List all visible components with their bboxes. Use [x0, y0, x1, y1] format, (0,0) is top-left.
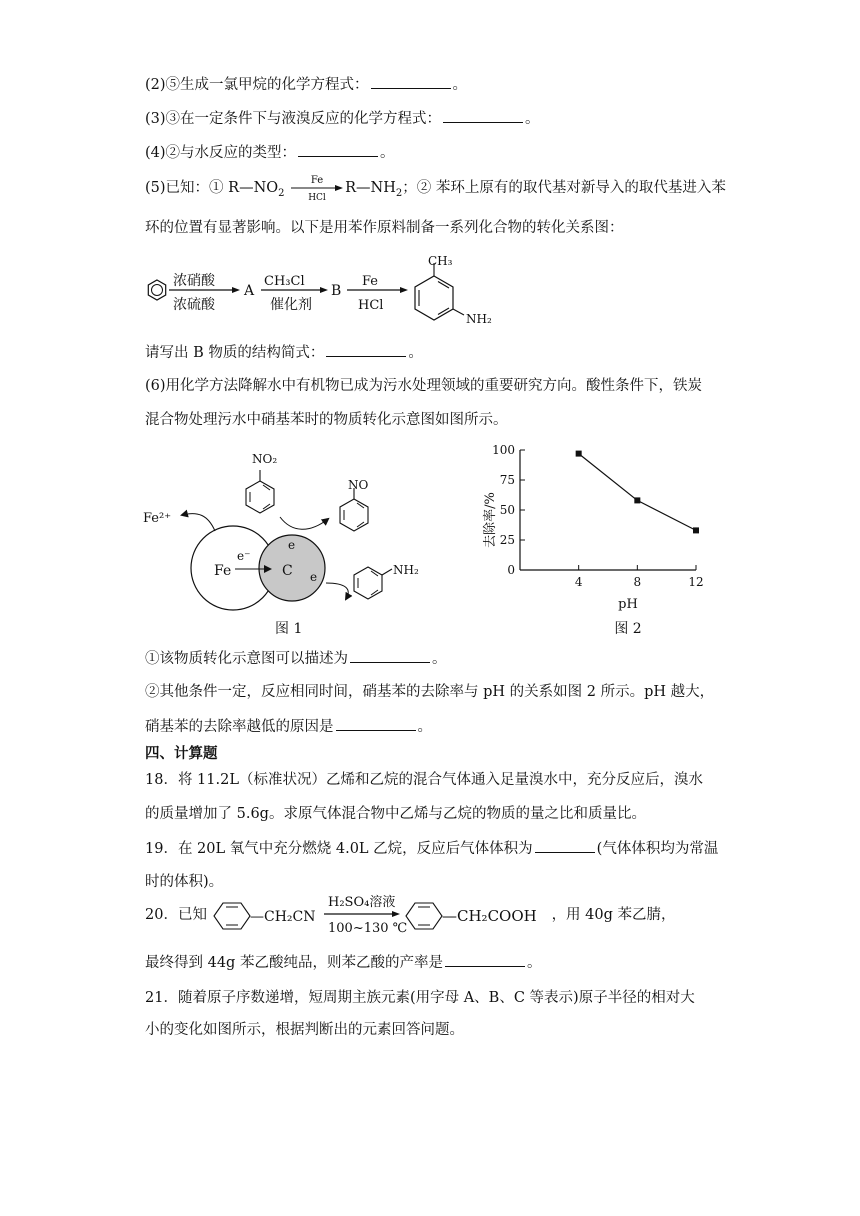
- x-tick-label: 4: [574, 575, 583, 589]
- c-label: C: [282, 563, 293, 579]
- question-18-line1: [145, 770, 703, 790]
- q6-sub2-line2: 硝基苯的去除率越低的原因是: [145, 719, 334, 735]
- q19-line1b: (气体体积均为常温: [596, 841, 719, 857]
- section-4-title: 四、计算题: [145, 745, 218, 762]
- q6-sub1: ①该物质转化示意图可以描述为: [145, 651, 348, 667]
- q19-line2: 时的体积)。: [145, 874, 224, 890]
- answer-blank[interactable]: [336, 716, 416, 731]
- q19-line1a: 19．在 20L 氧气中充分燃烧 4.0L 乙烷，反应后气体体积为: [145, 841, 533, 857]
- q4-end: 。: [380, 145, 395, 161]
- subscript: 2: [278, 187, 285, 199]
- step3-top: Fe: [362, 274, 379, 289]
- rxn-top: Fe: [310, 175, 324, 186]
- step3-bottom: HCl: [358, 298, 384, 313]
- q6-sub2-end: 。: [417, 719, 432, 735]
- product-nh2: NH₂: [466, 312, 492, 326]
- electron-1: e: [288, 538, 296, 552]
- step2-top: CH₃Cl: [264, 274, 305, 289]
- figure-1-caption: 图 1: [275, 621, 303, 637]
- series-line: [579, 454, 696, 531]
- synthesis-scheme: [140, 252, 510, 332]
- q6-line1: (6)用化学方法降解水中有机物已成为污水处理领域的重要研究方向。酸性条件下，铁炭: [145, 378, 703, 394]
- question-6-sub2-line1: [145, 682, 714, 702]
- question-6-sub1: [145, 648, 447, 669]
- q20-post: ，用 40g 苯乙腈，: [551, 907, 676, 923]
- question-5-line2: [145, 218, 624, 238]
- q21-line1: 21．随着原子序数递增，短周期主族元素(用字母 A、B、C 等表示)原子半径的相对大: [145, 990, 695, 1006]
- q20-end: 。: [526, 955, 542, 971]
- nitrosobenzene: [340, 488, 368, 531]
- question-2: [145, 74, 467, 95]
- q3-text: (3)③在一定条件下与液溴反应的化学方程式：: [145, 111, 442, 127]
- question-6-line2: [145, 410, 508, 430]
- no2-label: NO₂: [252, 452, 278, 466]
- benzene-ring-1: [214, 903, 250, 929]
- question-3: [145, 108, 540, 129]
- y-tick-label: 75: [499, 473, 515, 487]
- q2-end: 。: [452, 77, 468, 93]
- section-heading: [145, 744, 218, 764]
- answer-blank[interactable]: [326, 342, 406, 357]
- x-tick-label: 12: [688, 575, 704, 589]
- data-point: [693, 527, 699, 533]
- q18-line1: 18．将 11.2L（标准状况）乙烯和乙烷的混合气体通入足量溴水中，充分反应后，溴水: [145, 772, 703, 788]
- data-point: [576, 451, 582, 457]
- q20-cond-bottom: 100~130 ℃: [327, 921, 407, 936]
- q18-line2: 的质量增加了 5.6g。求原气体混合物中乙烯与乙烷的物质的量之比和质量比。: [145, 806, 646, 822]
- y-tick-label: 50: [499, 503, 515, 517]
- question-21-line1: [145, 988, 695, 1008]
- step1-bottom: 浓硫酸: [173, 297, 215, 313]
- q5-end: 。: [408, 345, 423, 361]
- q6-sub1-end: 。: [432, 651, 447, 667]
- x-tick-label: 8: [633, 575, 642, 589]
- electron-2: e: [310, 570, 318, 584]
- electron-label: e⁻: [237, 549, 251, 563]
- question-6-sub2-line2: [145, 716, 432, 737]
- figure-2-chart: [470, 440, 720, 640]
- q2-text: (2)⑤生成一氯甲烷的化学方程式：: [145, 77, 369, 93]
- compound-a: A: [244, 283, 255, 299]
- question-19-line1: [145, 838, 718, 859]
- q5-intro-a: (5)已知：① R—NO: [145, 180, 279, 196]
- rxn-bottom: HCl: [308, 193, 326, 203]
- q20-ch2cn: —CH₂CN: [249, 909, 316, 925]
- q20-ch2cooh: —CH₂COOH: [441, 907, 537, 925]
- compound-b: B: [331, 283, 342, 299]
- fe2-ion-label: Fe²⁺: [143, 511, 172, 526]
- y-tick-label: 100: [492, 443, 515, 457]
- q20-reaction: [212, 892, 592, 936]
- question-4: [145, 142, 395, 163]
- q3-end: 。: [525, 111, 540, 127]
- no-label: NO: [348, 478, 369, 492]
- product-ch3: CH₃: [428, 254, 453, 268]
- answer-blank[interactable]: [443, 108, 523, 123]
- question-20-line2: [145, 952, 541, 973]
- question-21-line2: [145, 1020, 464, 1040]
- fe-label: Fe: [214, 563, 232, 579]
- question-18-line2: [145, 804, 646, 824]
- q20-line2a: 最终得到 44g 苯乙酸纯品，则苯乙酸的产率是: [145, 955, 443, 971]
- step2-bottom: 催化剂: [270, 297, 312, 313]
- x-axis-label: pH: [618, 597, 638, 612]
- data-point: [634, 497, 640, 503]
- q20-pre: 20．已知: [145, 907, 207, 923]
- y-tick-label: 0: [507, 563, 515, 577]
- q6-sub2-line1: ②其他条件一定，反应相同时间，硝基苯的去除率与 pH 的关系如图 2 所示。pH 越大，: [145, 684, 715, 700]
- answer-blank[interactable]: [371, 74, 451, 89]
- benzene-start: [148, 280, 165, 300]
- step1-top: 浓硝酸: [173, 273, 215, 289]
- q5-line2: 环的位置有显著影响。以下是用苯作原料制备一系列化合物的转化关系图：: [145, 220, 624, 236]
- y-axis-label: 去除率/%: [483, 492, 498, 548]
- q5-intro-b: R—NH: [345, 180, 396, 196]
- question-5-line1: [145, 175, 726, 204]
- y-tick-label: 25: [499, 533, 515, 547]
- question-20-line1: [145, 895, 676, 936]
- figure-2-caption: 图 2: [614, 621, 642, 637]
- question-19-line2: [145, 872, 223, 892]
- benzene-ring-2: [406, 903, 442, 929]
- aniline: [354, 567, 392, 599]
- subscript: 2: [395, 187, 403, 199]
- question-5-ask: [145, 342, 423, 363]
- answer-blank[interactable]: [298, 142, 378, 157]
- q4-text: (4)②与水反应的类型：: [145, 145, 297, 161]
- nh2-label: NH₂: [393, 563, 419, 577]
- answer-blank[interactable]: [445, 952, 525, 967]
- figure-1: [140, 445, 450, 640]
- question-6-line1: [145, 376, 702, 396]
- q6-line2: 混合物处理污水中硝基苯时的物质转化示意图如图所示。: [145, 412, 508, 428]
- answer-blank[interactable]: [535, 838, 595, 853]
- answer-blank[interactable]: [350, 648, 430, 663]
- q20-cond-top: H₂SO₄溶液: [327, 895, 395, 910]
- nitrobenzene: [246, 470, 274, 513]
- q5-intro-c: ；② 苯环上原有的取代基对新导入的取代基进入苯: [402, 180, 726, 196]
- reaction-arrow: [289, 173, 345, 203]
- q21-line2: 小的变化如图所示，根据判断出的元素回答问题。: [145, 1022, 464, 1038]
- q5-ask: 请写出 B 物质的结构简式：: [145, 345, 325, 361]
- m-toluidine-ring: [415, 263, 464, 320]
